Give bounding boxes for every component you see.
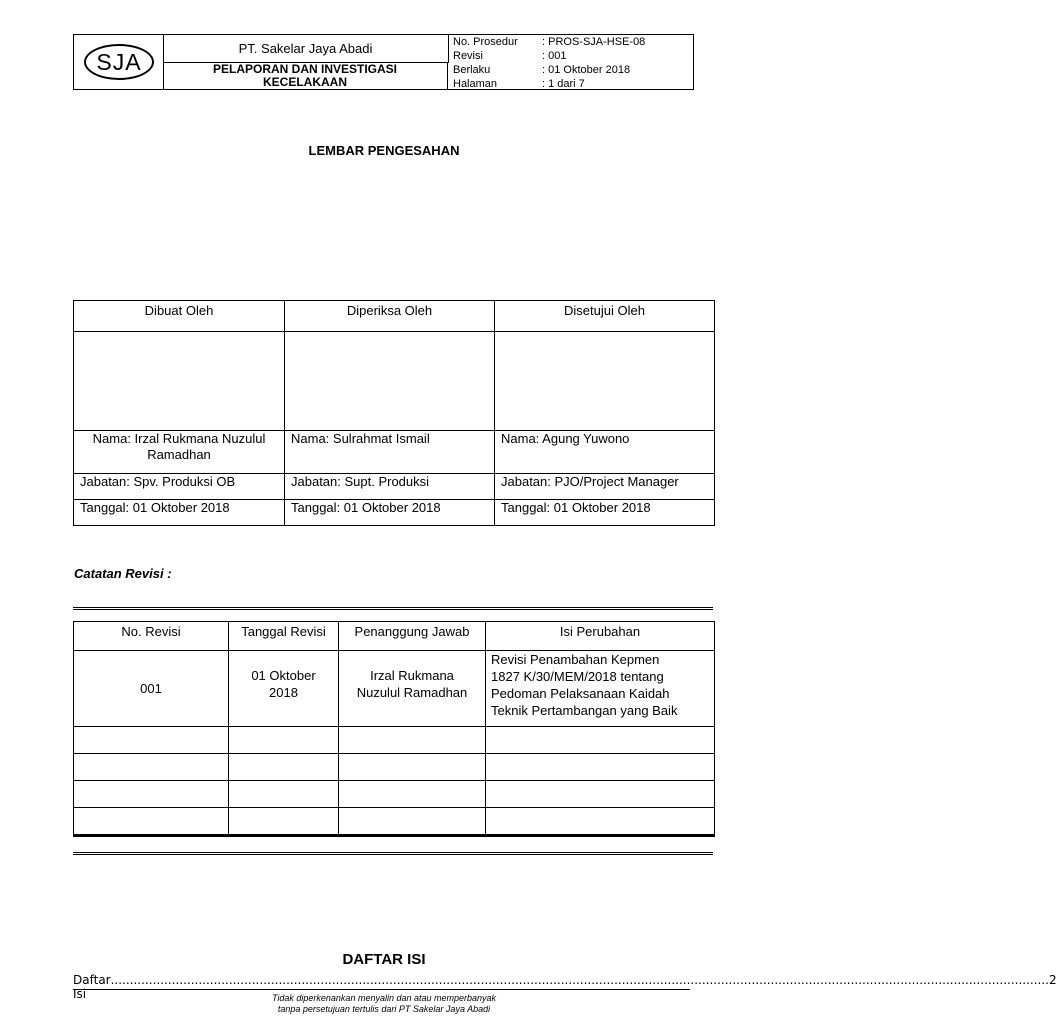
- revision-change-line: 1827 K/30/MEM/2018 tentang: [491, 669, 664, 684]
- meta-value: : 001: [542, 50, 567, 62]
- document-title-line1: PELAPORAN DAN INVESTIGASI: [212, 62, 398, 76]
- revision-empty-row: [74, 754, 715, 781]
- document-meta: [453, 35, 693, 91]
- revision-empty-row: [74, 781, 715, 808]
- date-row: [74, 500, 715, 526]
- date-cell: Tanggal: 01 Oktober 2018: [74, 500, 285, 526]
- toc-entry-label[interactable]: Daftar Isi: [73, 973, 111, 1001]
- meta-row-procedure: [453, 35, 693, 49]
- approval-title: LEMBAR PENGESAHAN: [308, 143, 460, 158]
- approval-col-created: Dibuat Oleh: [74, 301, 285, 332]
- revision-date-line2: 2018: [269, 685, 298, 700]
- double-rule: [73, 852, 713, 855]
- revision-header-row: [74, 622, 715, 651]
- date-cell: Tanggal: 01 Oktober 2018: [285, 500, 495, 526]
- approval-col-approved: Disetujui Oleh: [495, 301, 715, 332]
- meta-row-revision: [453, 49, 693, 63]
- signature-cell: [285, 332, 495, 431]
- company-name: PT. Sakelar Jaya Abadi: [163, 35, 449, 63]
- footer-line1: Tidak diperkenankan menyalin dan atau memperbanyak: [271, 993, 497, 1003]
- approval-header-row: [74, 301, 715, 332]
- meta-value: : 1 dari 7: [542, 78, 585, 90]
- document-title-line2: KECELAKAAN: [263, 75, 347, 89]
- date-cell: Tanggal: 01 Oktober 2018: [495, 500, 715, 526]
- revision-change-line: Revisi Penambahan Kepmen: [491, 652, 660, 667]
- meta-key: Berlaku: [453, 64, 491, 76]
- signature-cell: [74, 332, 285, 431]
- revision-table: [73, 621, 715, 837]
- name-text: Nama: Irzal Rukmana Nuzulul: [92, 431, 266, 446]
- meta-key: Revisi: [453, 50, 483, 62]
- toc-entry-page[interactable]: 2: [1048, 973, 1057, 987]
- double-rule: [73, 607, 713, 610]
- meta-key: Halaman: [453, 78, 498, 90]
- footer-line2: tanpa persetujuan tertulis dari PT Sakelar Jaya Abadi: [277, 1004, 491, 1014]
- signature-row: [74, 332, 715, 431]
- revision-no: 001: [74, 651, 229, 727]
- revision-pic-line2: Nuzulul Ramadhan: [356, 685, 468, 700]
- revision-change-line: Pedoman Pelaksanaan Kaidah: [491, 686, 670, 701]
- footer-rule: [73, 989, 690, 990]
- revision-col-no: No. Revisi: [74, 622, 229, 651]
- position-cell: Jabatan: PJO/Project Manager: [495, 474, 715, 500]
- revision-change: [486, 651, 715, 727]
- revision-date: [229, 651, 339, 727]
- position-row: [74, 474, 715, 500]
- position-cell: Jabatan: Spv. Produksi OB: [74, 474, 285, 500]
- revision-change-line: Teknik Pertambangan yang Baik: [491, 703, 678, 718]
- approval-col-checked: Diperiksa Oleh: [285, 301, 495, 332]
- revision-col-pic: Penanggung Jawab: [339, 622, 486, 651]
- revision-col-date: Tanggal Revisi: [229, 622, 339, 651]
- name-cell: Nama: Agung Yuwono: [495, 431, 715, 474]
- name-cell: [74, 431, 285, 474]
- revision-pic-line1: Irzal Rukmana: [370, 668, 454, 683]
- revision-note-label: Catatan Revisi :: [74, 566, 172, 581]
- toc-leader-dots: ......................................................................................................................................................................................................................................................: [110, 973, 1049, 987]
- meta-value: : 01 Oktober 2018: [542, 64, 631, 76]
- toc-title: DAFTAR ISI: [342, 951, 426, 968]
- revision-col-change: Isi Perubahan: [486, 622, 715, 651]
- revision-empty-row: [74, 727, 715, 754]
- position-cell: Jabatan: Supt. Produksi: [285, 474, 495, 500]
- company-logo: [84, 44, 154, 80]
- name-cell: Nama: Sulrahmat Ismail: [285, 431, 495, 474]
- document-header: [73, 34, 694, 90]
- meta-row-page: [453, 77, 693, 91]
- revision-pic: [339, 651, 486, 727]
- approval-table: [73, 300, 715, 526]
- revision-empty-row: [74, 808, 715, 836]
- document-title: [163, 62, 448, 89]
- revision-date-line1: 01 Oktober: [251, 668, 316, 683]
- meta-row-effective: [453, 63, 693, 77]
- meta-value: : PROS-SJA-HSE-08: [542, 36, 646, 48]
- name-continuation: Ramadhan: [147, 447, 211, 462]
- signature-cell: [495, 332, 715, 431]
- name-row: [74, 431, 715, 474]
- logo-cell: [74, 35, 164, 89]
- logo-text: SJA: [96, 48, 142, 75]
- revision-row: [74, 651, 715, 727]
- meta-key: No. Prosedur: [453, 36, 518, 48]
